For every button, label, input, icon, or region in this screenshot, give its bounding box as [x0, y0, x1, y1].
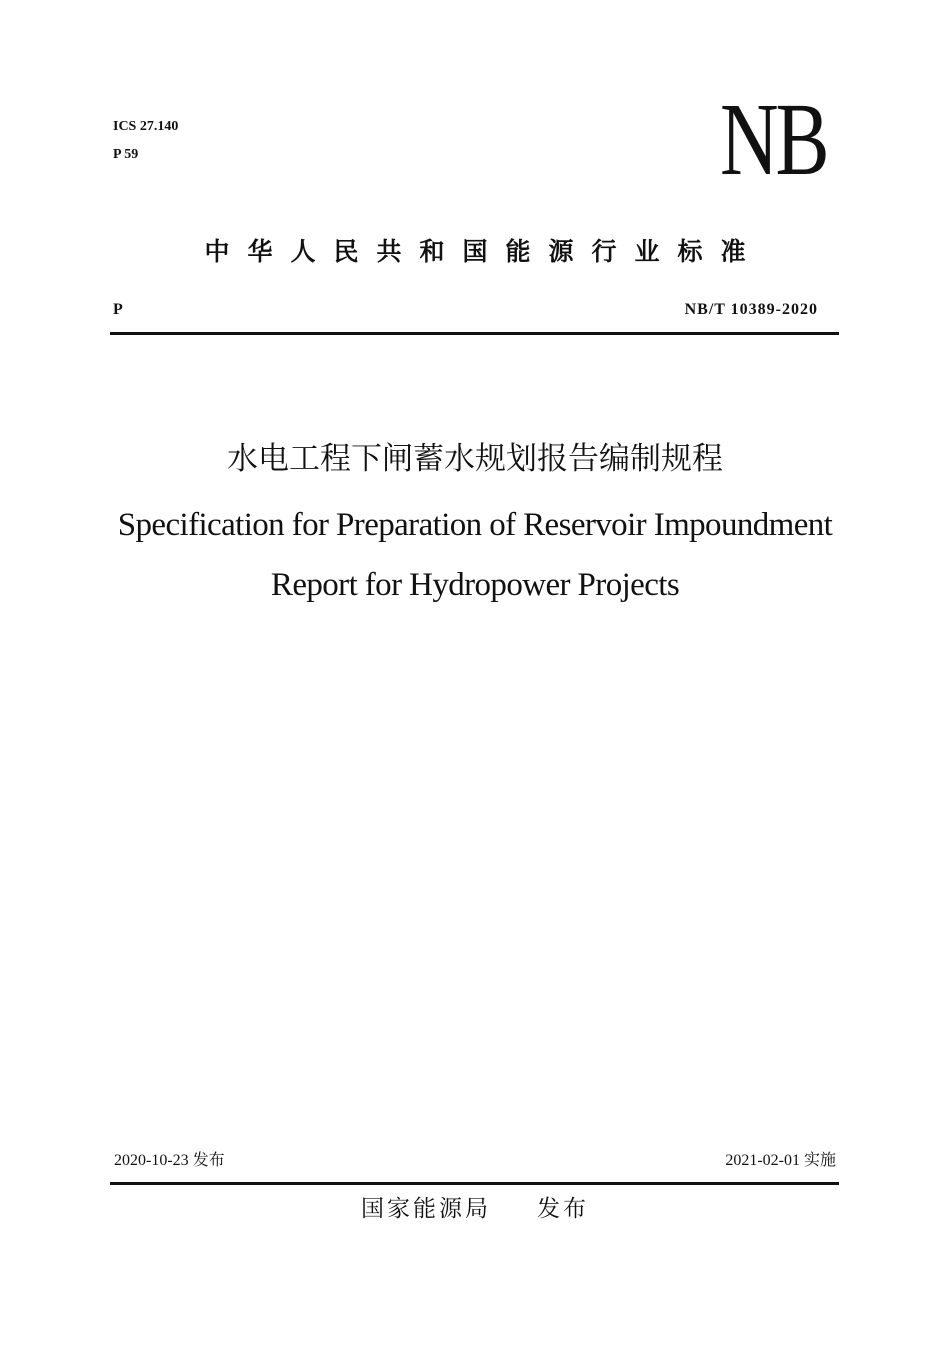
issuing-body: 国家能源局 — [361, 1196, 491, 1222]
footer-issuer — [0, 1191, 950, 1227]
top-divider — [110, 332, 839, 335]
publish-label: 发布 — [192, 1150, 225, 1169]
implement-label: 实施 — [803, 1150, 836, 1169]
title-english-line2: Report for Hydropower Projects — [270, 567, 680, 603]
title-english-line1: Specification for Preparation of Reservoir Impoundment — [117, 507, 833, 543]
implement-date-value: 2021-02-01 — [725, 1152, 800, 1169]
issuer-title: 中华人民共和国能源行业标准 — [204, 237, 764, 266]
title-chinese: 水电工程下闸蓄水规划报告编制规程 — [227, 441, 723, 477]
ics-code: ICS 27.140 — [113, 119, 179, 134]
publish-date — [114, 1147, 225, 1170]
nb-logo: NB — [719, 82, 826, 197]
bottom-divider — [110, 1182, 839, 1185]
implement-date — [725, 1147, 836, 1170]
ccs-code: P 59 — [113, 147, 139, 162]
publish-date-value: 2020-10-23 — [114, 1152, 189, 1169]
standard-number: NB/T 10389-2020 — [684, 301, 818, 318]
classification-code: P — [113, 301, 123, 318]
issue-label: 发布 — [537, 1196, 589, 1222]
